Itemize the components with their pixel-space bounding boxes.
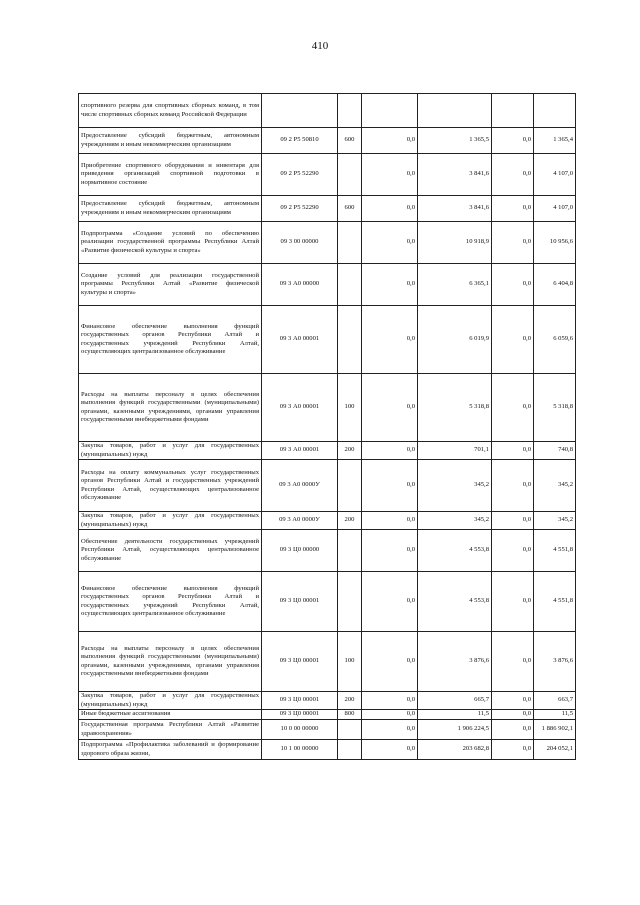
row-code-cell: 09 2 P5 52290 (262, 154, 338, 196)
row-name-cell: Предоставление субсидий бюджетным, автономным учреждениям и иным некоммерческим организациям (79, 196, 262, 222)
row-code-cell: 09 3 А0 00001 (262, 306, 338, 374)
row-name-cell: Закупка товаров, работ и услуг для государственных (муниципальных) нужд (79, 512, 262, 530)
row-expense-type-cell: 600 (338, 196, 362, 222)
row-value-2-cell: 3 841,6 (418, 196, 492, 222)
row-expense-type-cell (338, 306, 362, 374)
row-code-cell: 10 0 00 00000 (262, 720, 338, 740)
row-code-cell: 09 3 А0 00001 (262, 374, 338, 442)
row-expense-type-cell: 200 (338, 692, 362, 710)
row-value-2-cell: 4 553,8 (418, 572, 492, 632)
row-value-3-cell: 0,0 (492, 632, 534, 692)
row-value-3-cell: 0,0 (492, 710, 534, 720)
row-value-2-cell: 10 918,9 (418, 222, 492, 264)
table-row (79, 264, 576, 306)
row-code-cell: 09 3 Ц0 00001 (262, 632, 338, 692)
row-value-4-cell: 6 059,6 (534, 306, 576, 374)
row-name-cell: Государственная программа Республики Алтай «Развитие здравоохранения» (79, 720, 262, 740)
row-name-cell: Создание условий для реализации государственной программы Республики Алтай «Развитие физической культуры и спорта» (79, 264, 262, 306)
table-row (79, 154, 576, 196)
row-value-4-cell: 10 956,6 (534, 222, 576, 264)
row-value-1-cell (362, 94, 418, 128)
row-expense-type-cell (338, 572, 362, 632)
row-value-2-cell: 11,5 (418, 710, 492, 720)
row-expense-type-cell (338, 460, 362, 512)
row-value-4-cell: 5 318,8 (534, 374, 576, 442)
row-value-3-cell: 0,0 (492, 222, 534, 264)
row-name-cell: Подпрограмма «Профилактика заболеваний и формирование здорового образа жизни, (79, 740, 262, 760)
row-value-3-cell: 0,0 (492, 154, 534, 196)
table-row (79, 740, 576, 760)
row-name-cell: Финансовое обеспечение выполнения функций государственных органов Республики Алтай и государственных учреждений Республики Алтай, осуществляющих централизованное обслуживание (79, 306, 262, 374)
row-value-1-cell: 0,0 (362, 530, 418, 572)
row-name-cell: Финансовое обеспечение выполнения функций государственных органов Республики Алтай и государственных учреждений Республики Алтай, осуществляющих централизованное обслуживание (79, 572, 262, 632)
table-row (79, 530, 576, 572)
table-row (79, 720, 576, 740)
row-value-3-cell: 0,0 (492, 512, 534, 530)
row-expense-type-cell (338, 264, 362, 306)
row-value-1-cell: 0,0 (362, 128, 418, 154)
row-value-2-cell: 3 876,6 (418, 632, 492, 692)
table-row (79, 442, 576, 460)
row-name-cell: Расходы на выплаты персоналу в целях обеспечения выполнения функций государственными (муниципальными) органами, казенными учреждениями, органами управления государственными внебюджетными фондами (79, 374, 262, 442)
row-value-3-cell: 0,0 (492, 442, 534, 460)
row-value-2-cell: 3 841,6 (418, 154, 492, 196)
row-value-3-cell (492, 94, 534, 128)
row-value-4-cell: 3 876,6 (534, 632, 576, 692)
row-value-4-cell: 204 052,1 (534, 740, 576, 760)
table-row (79, 222, 576, 264)
row-value-4-cell: 663,7 (534, 692, 576, 710)
table-row (79, 460, 576, 512)
row-expense-type-cell: 200 (338, 512, 362, 530)
row-name-cell: Закупка товаров, работ и услуг для государственных (муниципальных) нужд (79, 442, 262, 460)
row-code-cell: 09 3 00 00000 (262, 222, 338, 264)
row-value-1-cell: 0,0 (362, 692, 418, 710)
row-value-4-cell: 740,8 (534, 442, 576, 460)
row-name-cell: Расходы на оплату коммунальных услуг государственных органов Республики Алтай и государственных учреждений Республики Алтай, осуществляющих централизованное обслуживание (79, 460, 262, 512)
row-code-cell (262, 94, 338, 128)
row-name-cell: Расходы на выплаты персоналу в целях обеспечения выполнения функций государственными (муниципальными) органами, казенными учреждениями, органами управления государственными внебюджетными фондами (79, 632, 262, 692)
table-body (79, 94, 576, 760)
row-expense-type-cell (338, 720, 362, 740)
row-expense-type-cell: 100 (338, 374, 362, 442)
row-value-4-cell: 345,2 (534, 460, 576, 512)
row-value-1-cell: 0,0 (362, 632, 418, 692)
row-value-3-cell: 0,0 (492, 740, 534, 760)
row-expense-type-cell: 200 (338, 442, 362, 460)
row-value-4-cell: 6 404,8 (534, 264, 576, 306)
row-code-cell: 09 3 А0 0000У (262, 460, 338, 512)
row-value-1-cell: 0,0 (362, 306, 418, 374)
row-value-1-cell: 0,0 (362, 374, 418, 442)
page-number: 410 (311, 40, 329, 52)
row-expense-type-cell: 100 (338, 632, 362, 692)
row-value-1-cell: 0,0 (362, 222, 418, 264)
row-value-4-cell (534, 94, 576, 128)
row-value-4-cell: 1 365,4 (534, 128, 576, 154)
table-row (79, 374, 576, 442)
row-value-1-cell: 0,0 (362, 720, 418, 740)
row-value-3-cell: 0,0 (492, 196, 534, 222)
row-code-cell: 09 2 P5 50810 (262, 128, 338, 154)
row-name-cell: Закупка товаров, работ и услуг для государственных (муниципальных) нужд (79, 692, 262, 710)
row-value-1-cell: 0,0 (362, 264, 418, 306)
row-value-4-cell: 11,5 (534, 710, 576, 720)
row-name-cell: Обеспечение деятельности государственных учреждений Республики Алтай, осуществляющих централизованное обслуживание (79, 530, 262, 572)
row-value-2-cell: 4 553,8 (418, 530, 492, 572)
row-value-1-cell: 0,0 (362, 572, 418, 632)
row-expense-type-cell (338, 530, 362, 572)
row-code-cell: 09 3 Ц0 00000 (262, 530, 338, 572)
row-value-2-cell (418, 94, 492, 128)
row-code-cell: 10 1 00 00000 (262, 740, 338, 760)
table-row (79, 94, 576, 128)
budget-table (78, 93, 576, 760)
row-code-cell: 09 3 Ц0 00001 (262, 692, 338, 710)
table-row (79, 632, 576, 692)
row-value-2-cell: 345,2 (418, 460, 492, 512)
row-value-3-cell: 0,0 (492, 692, 534, 710)
row-code-cell: 09 3 А0 00001 (262, 442, 338, 460)
row-value-3-cell: 0,0 (492, 128, 534, 154)
table-row (79, 572, 576, 632)
row-value-2-cell: 665,7 (418, 692, 492, 710)
row-value-3-cell: 0,0 (492, 572, 534, 632)
row-value-1-cell: 0,0 (362, 710, 418, 720)
row-value-3-cell: 0,0 (492, 530, 534, 572)
row-value-2-cell: 1 365,5 (418, 128, 492, 154)
table-row (79, 692, 576, 710)
row-value-1-cell: 0,0 (362, 196, 418, 222)
row-value-2-cell: 1 906 224,5 (418, 720, 492, 740)
row-expense-type-cell (338, 740, 362, 760)
table-row (79, 710, 576, 720)
table-row (79, 512, 576, 530)
table-row (79, 128, 576, 154)
row-value-3-cell: 0,0 (492, 374, 534, 442)
row-value-4-cell: 4 107,0 (534, 196, 576, 222)
row-expense-type-cell (338, 222, 362, 264)
row-name-cell: Приобретение спортивного оборудования и инвентаря для приведения организаций спортивной подготовки в нормативное состояние (79, 154, 262, 196)
row-expense-type-cell (338, 154, 362, 196)
row-value-3-cell: 0,0 (492, 306, 534, 374)
row-value-3-cell: 0,0 (492, 264, 534, 306)
row-value-1-cell: 0,0 (362, 442, 418, 460)
row-expense-type-cell: 800 (338, 710, 362, 720)
row-code-cell: 09 2 P5 52290 (262, 196, 338, 222)
row-value-2-cell: 6 365,1 (418, 264, 492, 306)
row-value-1-cell: 0,0 (362, 154, 418, 196)
row-value-2-cell: 203 682,8 (418, 740, 492, 760)
row-name-cell: Предоставление субсидий бюджетным, автономным учреждениям и иным некоммерческим организациям (79, 128, 262, 154)
row-name-cell: Иные бюджетные ассигнования (79, 710, 262, 720)
row-name-cell: спортивного резерва для спортивных сборных команд, в том числе спортивных сборных команд Российской Федерации (79, 94, 262, 128)
row-code-cell: 09 3 А0 00000 (262, 264, 338, 306)
row-value-2-cell: 6 019,9 (418, 306, 492, 374)
row-value-1-cell: 0,0 (362, 460, 418, 512)
row-expense-type-cell (338, 94, 362, 128)
row-value-1-cell: 0,0 (362, 512, 418, 530)
row-value-4-cell: 4 107,0 (534, 154, 576, 196)
row-code-cell: 09 3 Ц0 00001 (262, 572, 338, 632)
row-code-cell: 09 3 А0 0000У (262, 512, 338, 530)
row-code-cell: 09 3 Ц0 00001 (262, 710, 338, 720)
row-expense-type-cell: 600 (338, 128, 362, 154)
table-row (79, 306, 576, 374)
row-name-cell: Подпрограмма «Создание условий по обеспечению реализации государственной программы Республики Алтай «Развитие физической культуры и спорта» (79, 222, 262, 264)
row-value-4-cell: 1 886 902,1 (534, 720, 576, 740)
row-value-2-cell: 701,1 (418, 442, 492, 460)
row-value-3-cell: 0,0 (492, 460, 534, 512)
row-value-3-cell: 0,0 (492, 720, 534, 740)
row-value-2-cell: 345,2 (418, 512, 492, 530)
row-value-4-cell: 4 551,8 (534, 530, 576, 572)
row-value-1-cell: 0,0 (362, 740, 418, 760)
table-row (79, 196, 576, 222)
row-value-4-cell: 4 551,8 (534, 572, 576, 632)
row-value-4-cell: 345,2 (534, 512, 576, 530)
row-value-2-cell: 5 318,8 (418, 374, 492, 442)
